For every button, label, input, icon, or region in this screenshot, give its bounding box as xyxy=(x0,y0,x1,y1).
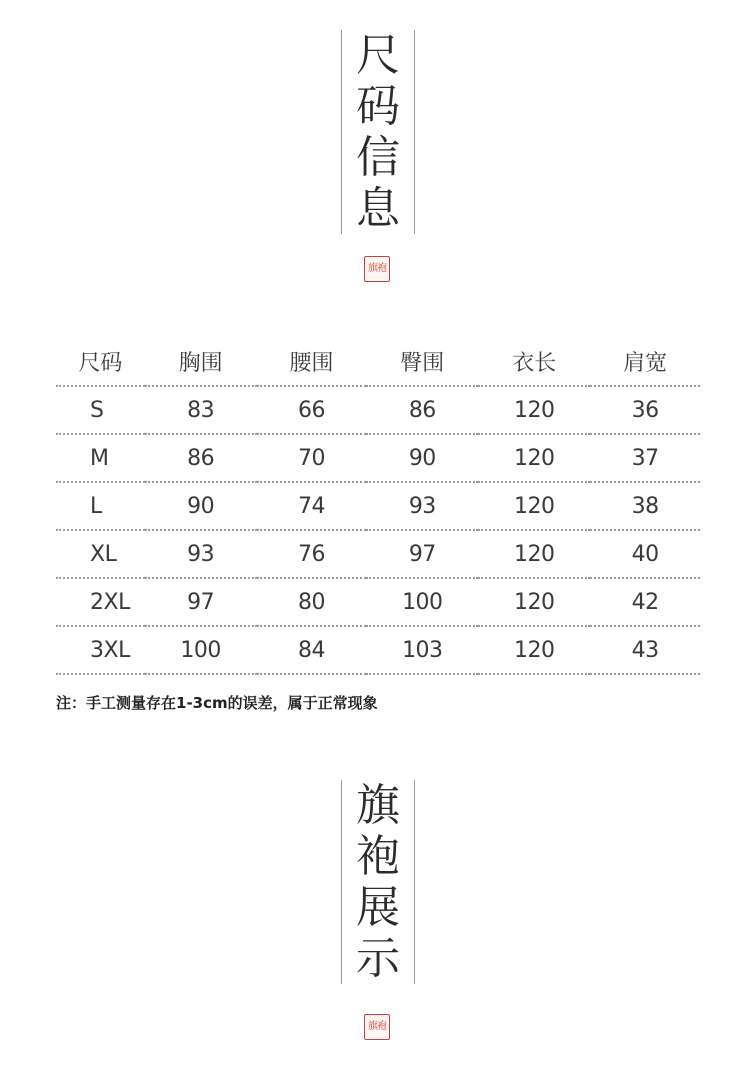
cell-shoulder: 38 xyxy=(631,493,659,519)
seal-stamp-icon: 旗袍 xyxy=(364,1014,390,1040)
table-row xyxy=(56,482,700,530)
table-row xyxy=(56,434,700,482)
cell-waist: 70 xyxy=(297,445,325,471)
cell-size: 3XL xyxy=(90,637,130,663)
cell-length: 120 xyxy=(513,589,555,615)
table-row xyxy=(56,386,700,434)
cell-hip: 100 xyxy=(402,589,443,615)
seal-stamp-icon: 旗袍 xyxy=(364,256,390,282)
col-header-size: 尺码 xyxy=(78,350,123,376)
col-header-waist: 腰围 xyxy=(289,350,334,376)
cell-hip: 93 xyxy=(408,493,436,519)
cell-waist: 84 xyxy=(297,637,325,663)
cell-hip: 97 xyxy=(408,541,436,567)
title-char: 尺 xyxy=(356,30,400,81)
title-char: 息 xyxy=(356,183,400,234)
cell-length: 120 xyxy=(513,397,555,423)
cell-waist: 76 xyxy=(297,541,325,567)
cell-chest: 86 xyxy=(187,445,215,471)
cell-length: 120 xyxy=(513,637,555,663)
cell-waist: 80 xyxy=(297,589,325,615)
cell-size: M xyxy=(90,445,109,471)
cell-hip: 86 xyxy=(408,397,436,423)
cell-shoulder: 43 xyxy=(631,637,659,663)
cell-shoulder: 42 xyxy=(631,589,659,615)
title-char: 码 xyxy=(356,81,400,132)
cell-chest: 97 xyxy=(187,589,215,615)
table-row xyxy=(56,578,700,626)
col-header-shoulder: 肩宽 xyxy=(623,350,668,376)
title-char: 展 xyxy=(356,882,400,933)
cell-chest: 93 xyxy=(187,541,215,567)
cell-hip: 90 xyxy=(408,445,436,471)
title-char: 袍 xyxy=(356,831,400,882)
col-header-length: 衣长 xyxy=(512,350,557,376)
table-row xyxy=(56,530,700,578)
measurement-note: 注：手工测量存在1-3cm的误差，属于正常现象 xyxy=(56,694,378,712)
col-header-chest: 胸围 xyxy=(178,350,223,376)
cell-size: L xyxy=(90,493,102,519)
table-header-row xyxy=(56,337,700,386)
cell-waist: 66 xyxy=(297,397,325,423)
title-char: 示 xyxy=(356,933,400,984)
cell-size: XL xyxy=(90,541,117,567)
cell-shoulder: 36 xyxy=(631,397,659,423)
cell-length: 120 xyxy=(513,493,555,519)
cell-shoulder: 37 xyxy=(631,445,659,471)
title-char: 信 xyxy=(356,132,400,183)
cell-waist: 74 xyxy=(297,493,325,519)
cell-length: 120 xyxy=(513,541,555,567)
table-row xyxy=(56,626,700,674)
cell-chest: 100 xyxy=(180,637,221,663)
cell-size: S xyxy=(90,397,104,423)
size-info-title xyxy=(341,30,415,234)
col-header-hip: 臀围 xyxy=(400,350,445,376)
title-char: 旗 xyxy=(356,780,400,831)
cell-chest: 83 xyxy=(187,397,215,423)
cell-chest: 90 xyxy=(187,493,215,519)
size-table xyxy=(56,337,700,675)
display-title xyxy=(341,780,415,984)
cell-hip: 103 xyxy=(402,637,443,663)
cell-shoulder: 40 xyxy=(631,541,659,567)
cell-size: 2XL xyxy=(90,589,130,615)
cell-length: 120 xyxy=(513,445,555,471)
